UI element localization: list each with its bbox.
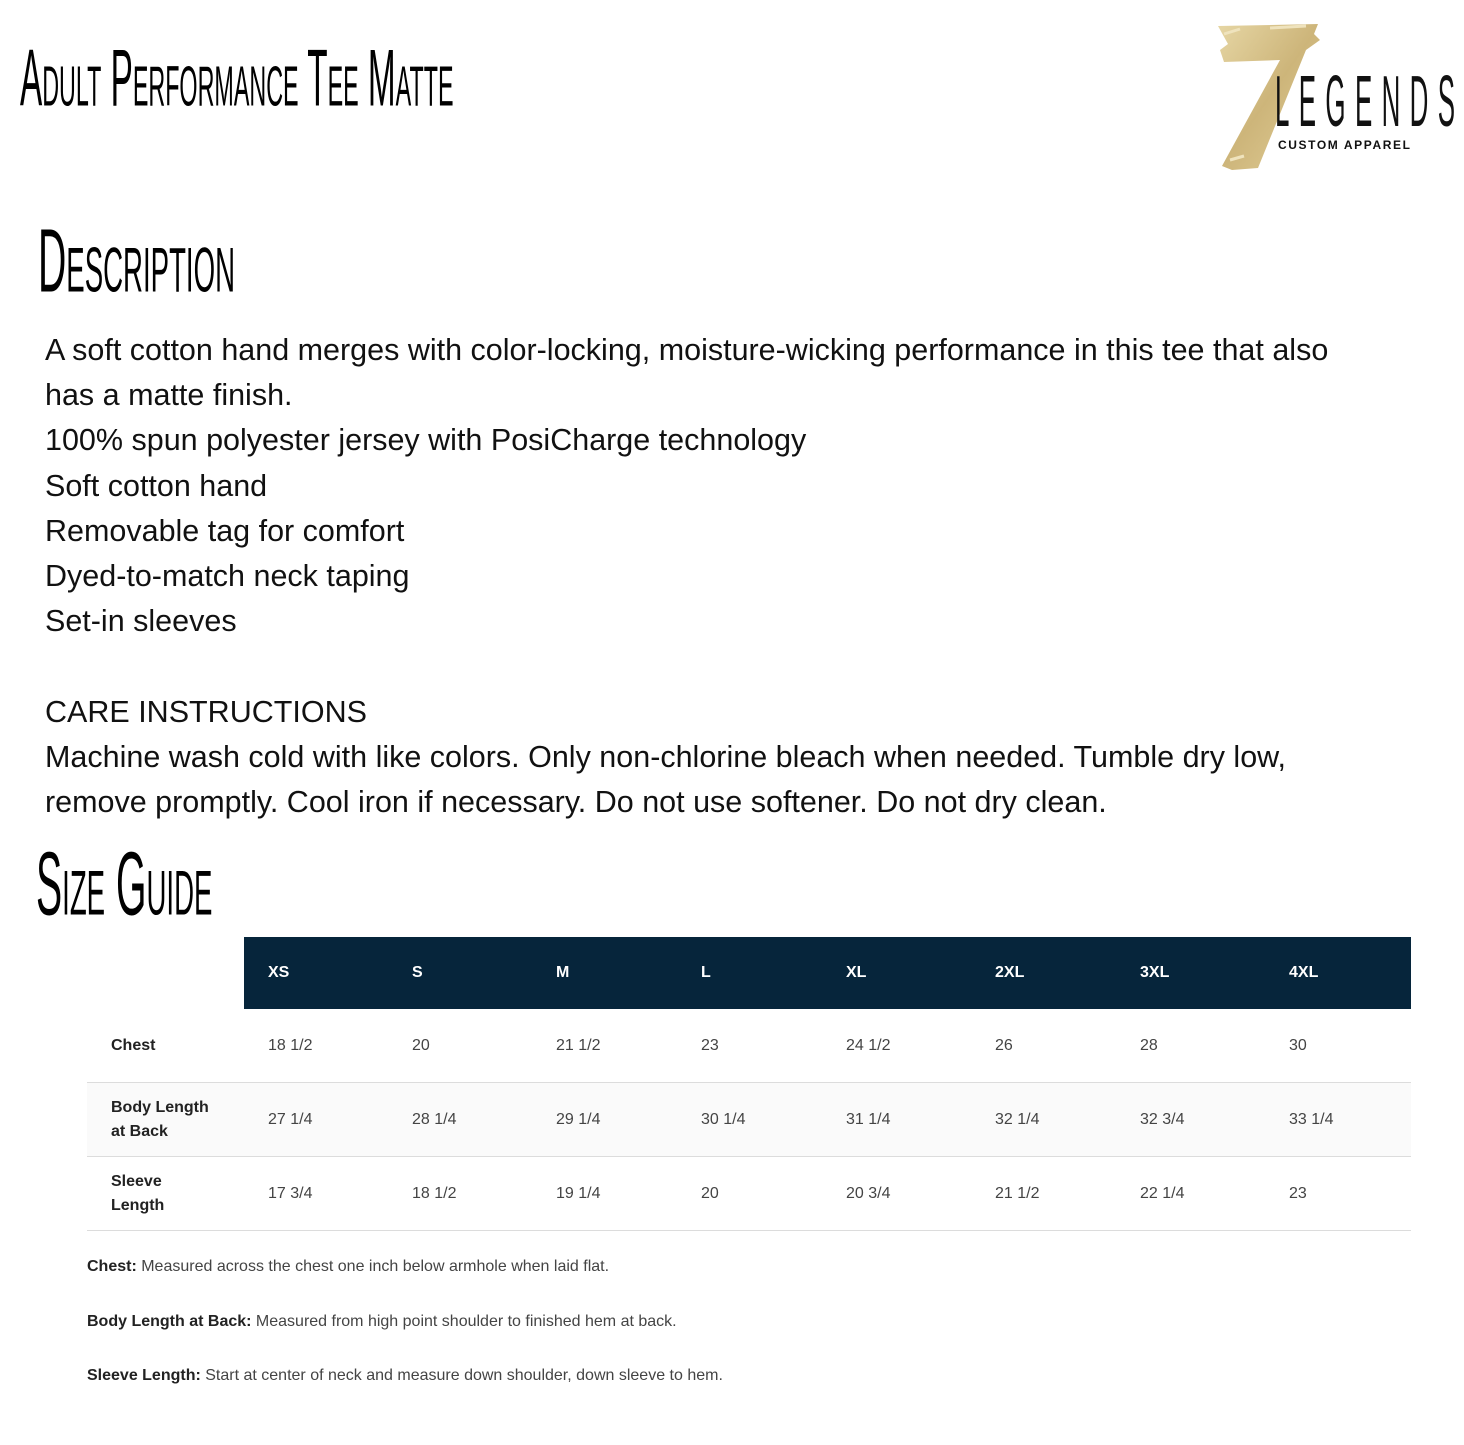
care-heading: CARE INSTRUCTIONS xyxy=(45,694,367,729)
table-cell: 21 1/2 xyxy=(532,1009,677,1083)
note-text: Measured across the chest one inch below armhole when laid flat. xyxy=(136,1258,610,1275)
feature-item: Soft cotton hand xyxy=(45,468,268,503)
note-body-length xyxy=(87,1313,677,1331)
table-row-chest xyxy=(87,1009,1411,1083)
table-cell: 29 1/4 xyxy=(532,1083,677,1157)
size-header-m: M xyxy=(532,937,677,1009)
table-cell: 28 xyxy=(1116,1009,1265,1083)
row-label: Sleeve Length xyxy=(87,1157,244,1231)
table-cell: 28 1/4 xyxy=(388,1083,532,1157)
table-cell: 20 xyxy=(388,1009,532,1083)
description-heading: Description xyxy=(38,209,235,311)
table-cell: 32 3/4 xyxy=(1116,1083,1265,1157)
size-guide-heading: Size Guide xyxy=(36,832,213,934)
note-text: Start at center of neck and measure down shoulder, down sleeve to hem. xyxy=(200,1367,723,1384)
description-paragraph: A soft cotton hand merges with color-locking, moisture-wicking performance in this tee that also has a matte finish. xyxy=(45,333,1329,413)
table-cell: 21 1/2 xyxy=(971,1157,1116,1231)
table-cell: 31 1/4 xyxy=(822,1083,971,1157)
note-term: Sleeve Length: xyxy=(87,1367,201,1384)
feature-item: Dyed-to-match neck taping xyxy=(45,559,410,594)
size-header-xl: XL xyxy=(822,937,971,1009)
table-cell: 30 1/4 xyxy=(677,1083,822,1157)
table-cell: 32 1/4 xyxy=(971,1083,1116,1157)
table-row-sleeve-length xyxy=(87,1157,1411,1231)
note-chest xyxy=(87,1258,609,1276)
table-corner xyxy=(87,937,244,1009)
size-header-4xl: 4XL xyxy=(1265,937,1411,1009)
page-title: Adult Performance Tee Matte xyxy=(20,33,454,124)
feature-item: 100% spun polyester jersey with PosiCharge technology xyxy=(45,423,807,458)
table-row-body-length xyxy=(87,1083,1411,1157)
table-cell: 20 xyxy=(677,1157,822,1231)
size-header-xs: XS xyxy=(244,937,388,1009)
table-cell: 33 1/4 xyxy=(1265,1083,1411,1157)
table-cell: 26 xyxy=(971,1009,1116,1083)
size-header-3xl: 3XL xyxy=(1116,937,1265,1009)
table-cell: 18 1/2 xyxy=(388,1157,532,1231)
logo-tagline: CUSTOM APPAREL xyxy=(1278,138,1412,152)
description-body xyxy=(45,328,1335,825)
table-cell: 17 3/4 xyxy=(244,1157,388,1231)
note-sleeve-length xyxy=(87,1367,723,1385)
logo-wordmark: LEGENDS xyxy=(1275,62,1464,142)
table-cell: 19 1/4 xyxy=(532,1157,677,1231)
feature-item: Set-in sleeves xyxy=(45,604,237,639)
row-label: Chest xyxy=(87,1009,244,1083)
table-cell: 20 3/4 xyxy=(822,1157,971,1231)
table-cell: 27 1/4 xyxy=(244,1083,388,1157)
size-header-s: S xyxy=(388,937,532,1009)
table-cell: 24 1/2 xyxy=(822,1009,971,1083)
size-header-row xyxy=(87,937,1411,1009)
table-cell: 23 xyxy=(677,1009,822,1083)
size-table xyxy=(87,937,1411,1231)
note-text: Measured from high point shoulder to finished hem at back. xyxy=(251,1313,677,1330)
size-header-l: L xyxy=(677,937,822,1009)
note-term: Chest: xyxy=(87,1258,137,1275)
note-term: Body Length at Back: xyxy=(87,1313,252,1330)
table-cell: 22 1/4 xyxy=(1116,1157,1265,1231)
feature-item: Removable tag for comfort xyxy=(45,513,405,548)
row-label: Body Length at Back xyxy=(87,1083,244,1157)
table-cell: 23 xyxy=(1265,1157,1411,1231)
table-cell: 18 1/2 xyxy=(244,1009,388,1083)
table-cell: 30 xyxy=(1265,1009,1411,1083)
care-text: Machine wash cold with like colors. Only non-chlorine bleach when needed. Tumble dry low, remove promptly. Cool iron if necessary. Do not use softener. Do not dry clean. xyxy=(45,739,1286,820)
size-header-2xl: 2XL xyxy=(971,937,1116,1009)
